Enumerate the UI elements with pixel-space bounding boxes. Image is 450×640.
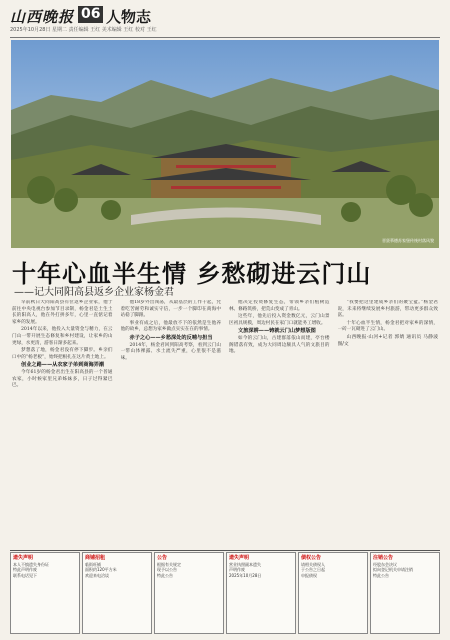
- paragraph: 他18岁外出闯荡，从最基层的工作干起，凭着吃苦耐劳和诚实守信，一步一个脚印在商海中站稳了脚跟。: [120, 300, 221, 319]
- classified-ad: [10, 552, 80, 634]
- paragraph: 梦想落了地，杨金君没有停下脚步。乡亲们口中的“杨老板”，始终把根扎在这片黄土地上。: [12, 348, 113, 360]
- mountain-landscape-image: [11, 40, 439, 248]
- paragraph: 2014年，杨金君回到阳高考察，看到云门山一带山体裸露、水土流失严重，心里很不是滋味。: [120, 342, 221, 361]
- ad-title: 遗失声明: [13, 555, 34, 561]
- newspaper-logo: 山西晚报: [10, 8, 75, 26]
- classified-ad: [298, 552, 368, 634]
- classified-ad: [226, 552, 296, 634]
- top-rule: [10, 37, 440, 38]
- ad-text: 营业执照副本遗失 声明作废 2025年10月28日: [229, 561, 262, 578]
- paragraph: 十年心血半生情，杨金君把对家乡的深情，一砖一瓦砌进了云门山。: [337, 320, 438, 333]
- section-subheading: 赤子之心——乡愁深处的反哺与担当: [129, 334, 213, 341]
- ad-text: 本人不慎遗失身份证 特此声明作废 联系电话见下: [13, 561, 49, 578]
- ad-text: 临街旺铺 面积约120平方米 欢迎来电洽谈: [85, 561, 117, 578]
- dateline: 2025年10月28日 星期二 责任编辑 王红 美术编辑 王红 校对 王红: [10, 27, 157, 33]
- section-subheading: 创业之路——从农家子弟到商海弄潮: [21, 362, 105, 369]
- section-title: 人物志: [106, 8, 152, 26]
- classified-ads: [10, 552, 440, 634]
- paragraph: 他决定投资修复生态，带领乡亲们植树造林、修路筑桥，把荒山变成了青山。: [229, 300, 330, 312]
- page-number: 06: [78, 6, 103, 23]
- lead-photo: [11, 40, 439, 248]
- headline: 十年心血半生情 乡愁砌进云门山: [12, 260, 372, 288]
- ad-text: 请相关债权人 于公告之日起 申报债权: [301, 561, 325, 578]
- paragraph: 早前秋日大同阳高县有位返乡企业家，他于前往中央电视台参加节目录制，杨金君是土生土长的阳高人，他在外打拼多年，心里一直惦记着家乡的发展。: [12, 300, 113, 325]
- classified-ad: [154, 552, 224, 634]
- ad-title: 债权公告: [301, 555, 322, 561]
- paragraph: 事业有成之后，他最放不下的依然是生他养他的故乡，总想为家乡做点实实在在的事情。: [120, 320, 221, 333]
- paragraph: 如今的云门山，古建群落依山而建，亭台楼阁错落有致，成为大同周边颇具人气的文旅目的地。: [229, 335, 330, 355]
- ad-text: 根据有关规定 现予以公告 特此公告: [157, 561, 181, 578]
- ad-title: 公告: [157, 555, 168, 561]
- ad-text: 经股东会决议 拟向登记机关申请注销 特此公告: [373, 561, 413, 578]
- ad-title: 注销公告: [373, 555, 394, 561]
- ad-title: 商铺招租: [85, 555, 106, 561]
- section-subheading: 文旅深耕——铸就云门山梦想版图: [238, 328, 316, 335]
- paragraph: 这些年，他先后投入资金数亿元，云门山景区初具规模，周边村民在家门口就能务工增收。: [229, 314, 330, 326]
- subheadline: ——记大同阳高县返乡企业家杨金君: [14, 287, 174, 298]
- classified-ad: [370, 552, 440, 634]
- paragraph: 2014年以来，他投入大量资金与精力，在云门山一带开展生态修复和乡村建设，让家乡的山更绿，水更清，游客日渐多起来。: [12, 327, 113, 346]
- paragraph: 今年61岁的杨金君出生在阳高县的一个普通农家，小时候家里兄弟姊妹多，日子过得紧巴巴。: [12, 369, 113, 389]
- byline: 山西晚报·山河+记者 郭婧 通讯员 马静波 图/文: [337, 334, 438, 347]
- masthead: [10, 6, 440, 36]
- ad-title: 遗失声明: [229, 555, 250, 561]
- paragraph: “我要把这里建成乡亲们的聚宝盆。”杨金君说，未来将继续发展乡村旅游，带动更多群众致富。: [337, 300, 438, 319]
- photo-caption: 晋贤慕德苏家堡传统村落风貌: [382, 238, 434, 243]
- ads-divider: [10, 550, 440, 551]
- classified-ad: [82, 552, 152, 634]
